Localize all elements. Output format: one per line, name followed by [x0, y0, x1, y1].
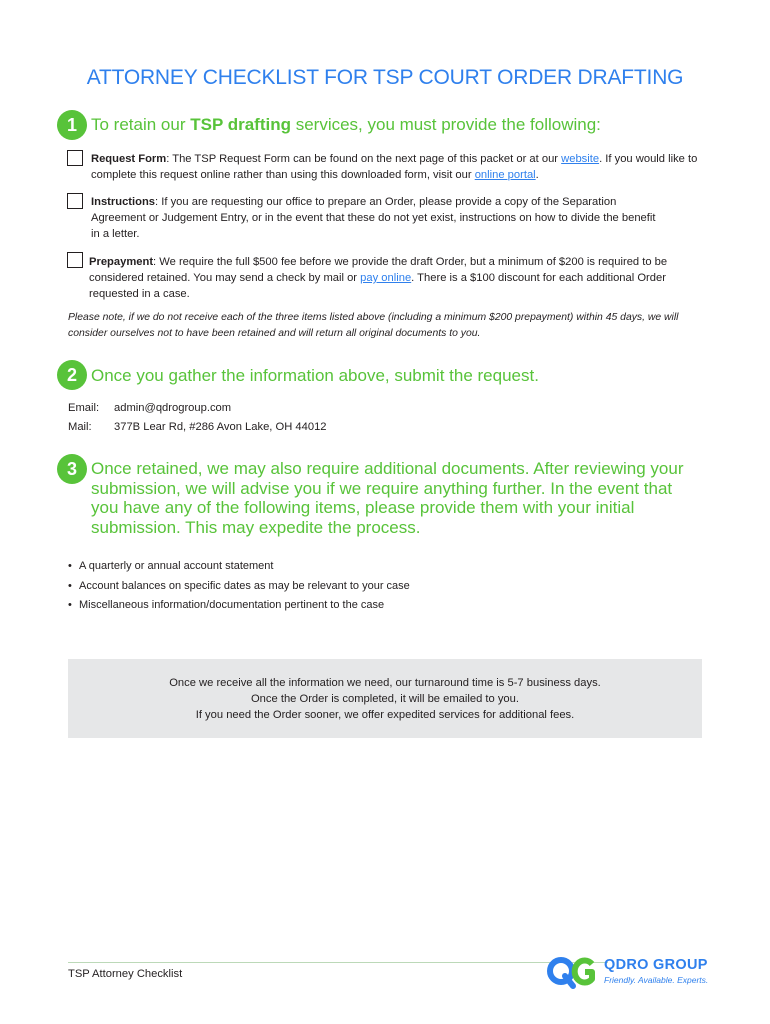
online-portal-link[interactable]: online portal: [474, 169, 536, 181]
pay-online-link[interactable]: pay online: [360, 272, 412, 284]
instructions-item: [91, 194, 666, 242]
required-documents-list: [68, 557, 668, 616]
prepayment-text-a: : We require the full $500 fee before we provide the draft Order, but a minimum of $200 is required to be considered retained. You may send a check by mail or: [89, 256, 668, 284]
mail-address: 377B Lear Rd, #286 Avon Lake, OH 44012: [114, 421, 327, 433]
email-label: Email:: [68, 402, 100, 414]
logo-name: QDRO GROUP: [604, 957, 708, 973]
retention-note: Please note, if we do not receive each of the three items listed above (including a minimum $200 prepayment) within 45 days, we will consider ourselves not to have been retained and will return all original documents to you.: [68, 312, 679, 339]
step-1-heading-post: services, you must provide the following:: [290, 115, 601, 134]
request-form-checkbox[interactable]: [67, 150, 83, 166]
expedited-line: If you need the Order sooner, we offer expedited services for additional fees.: [195, 709, 575, 721]
page-title: ATTORNEY CHECKLIST FOR TSP COURT ORDER DRAFTING: [86, 66, 684, 89]
mail-label: Mail:: [68, 421, 92, 433]
prepayment-item: [89, 254, 706, 302]
step-1-heading: [91, 115, 601, 135]
step-1-heading-bold: TSP drafting: [190, 115, 291, 134]
list-item: • A quarterly or annual account statement: [68, 557, 668, 577]
step-2-number-badge: 2: [57, 360, 87, 390]
prepayment-text-b: . There is a $100 discount for each additional Order requested in a case.: [89, 272, 666, 300]
prepayment-label: Prepayment: [89, 256, 154, 268]
prepayment-checkbox[interactable]: [67, 252, 83, 268]
step-1-heading-pre: To retain our: [91, 115, 191, 134]
request-form-text-c: .: [535, 169, 539, 181]
list-item: • Account balances on specific dates as may be relevant to your case: [68, 577, 668, 597]
footer-divider: [68, 962, 608, 963]
step-3-heading: Once retained, we may also require additional documents. After reviewing your submission, we will advise you if we require anything further. In the event that you have any of the following items, please provide them with your initial submission. This may expedite the process.: [91, 459, 684, 537]
list-item: • Miscellaneous information/documentation pertinent to the case: [68, 596, 668, 616]
request-form-label: Request Form: [91, 153, 167, 165]
step-3-number-badge: 3: [57, 454, 87, 484]
turnaround-info-box: [68, 659, 702, 738]
website-link[interactable]: website: [561, 153, 600, 165]
step-1-number-badge: 1: [57, 110, 87, 140]
request-form-text-a: : The TSP Request Form can be found on the next page of this packet or at our: [166, 153, 562, 165]
completion-line: Once the Order is completed, it will be emailed to you.: [250, 693, 519, 705]
turnaround-line: Once we receive all the information we need, our turnaround time is 5-7 business days.: [169, 677, 601, 689]
logo-tagline: Friendly. Available. Experts.: [604, 975, 709, 985]
footer-label: TSP Attorney Checklist: [68, 968, 183, 980]
qdro-group-logo-mark: [546, 950, 596, 992]
request-form-text-b: . If you would like to complete this request online rather than using this downloaded form, visit our: [91, 153, 698, 181]
email-link[interactable]: admin@qdrogroup.com: [114, 402, 232, 414]
instructions-text: : If you are requesting our office to prepare an Order, please provide a copy of the Separation Agreement or Judgement Entry, or in the event that these do not yet exist, instructions on how to divide the benefit in a letter.: [91, 196, 656, 240]
step-2-heading: Once you gather the information above, submit the request.: [91, 366, 539, 385]
instructions-label: Instructions: [91, 196, 156, 208]
instructions-checkbox[interactable]: [67, 193, 83, 209]
request-form-item: [91, 151, 706, 183]
